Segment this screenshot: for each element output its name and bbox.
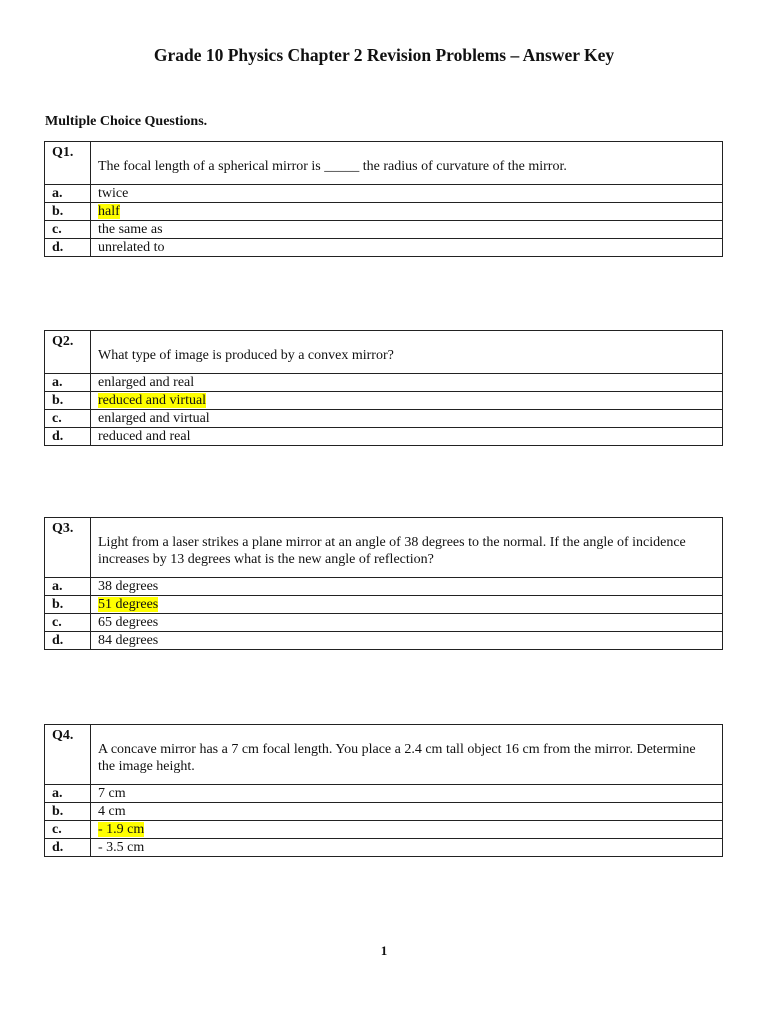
option-letter: c. [45, 221, 91, 239]
option-text-answer: half [98, 204, 120, 219]
option-letter: d. [45, 632, 91, 650]
option-row [45, 221, 723, 239]
option-letter: a. [45, 374, 91, 392]
page-title: Grade 10 Physics Chapter 2 Revision Problems – Answer Key [153, 45, 615, 65]
question-number: Q4. [45, 725, 91, 785]
option-row [45, 410, 723, 428]
option-row [45, 821, 723, 839]
option-letter: b. [45, 203, 91, 221]
option-row [45, 596, 723, 614]
option-letter: a. [45, 185, 91, 203]
option-letter: b. [45, 392, 91, 410]
question-number: Q2. [45, 331, 91, 374]
page-number: 1 [380, 943, 388, 958]
option-row [45, 785, 723, 803]
option-letter: d. [45, 428, 91, 446]
option-text: reduced and real [98, 429, 191, 444]
option-text-answer: 51 degrees [98, 597, 159, 612]
option-letter: c. [45, 410, 91, 428]
option-text: 7 cm [98, 786, 126, 801]
option-text: - 3.5 cm [98, 840, 145, 855]
option-row [45, 578, 723, 596]
option-row [45, 632, 723, 650]
question-table-q2 [44, 330, 723, 446]
option-text: twice [98, 186, 129, 201]
question-text: The focal length of a spherical mirror is _____ the radius of curvature of the mirror. [91, 142, 723, 185]
option-text-answer: - 1.9 cm [98, 822, 145, 837]
option-letter: a. [45, 785, 91, 803]
option-row [45, 839, 723, 857]
question-number: Q1. [45, 142, 91, 185]
section-heading: Multiple Choice Questions. [45, 114, 208, 129]
option-letter: a. [45, 578, 91, 596]
option-letter: c. [45, 821, 91, 839]
question-text: What type of image is produced by a convex mirror? [91, 331, 723, 374]
question-text: Light from a laser strikes a plane mirror at an angle of 38 degrees to the normal. If the angle of incidence increases by 13 degrees what is the new angle of reflection? [91, 518, 723, 578]
option-letter: b. [45, 596, 91, 614]
option-text: enlarged and virtual [98, 411, 210, 426]
option-text: 38 degrees [98, 579, 159, 594]
option-text-answer: reduced and virtual [98, 393, 207, 408]
option-row [45, 392, 723, 410]
option-row [45, 185, 723, 203]
question-table-q3 [44, 517, 723, 650]
option-text: 65 degrees [98, 615, 159, 630]
question-table-q4 [44, 724, 723, 857]
option-row [45, 803, 723, 821]
option-letter: d. [45, 839, 91, 857]
option-text: unrelated to [98, 240, 165, 255]
option-row [45, 428, 723, 446]
option-text: 4 cm [98, 804, 126, 819]
option-text: the same as [98, 222, 163, 237]
option-row [45, 203, 723, 221]
option-row [45, 374, 723, 392]
option-row [45, 614, 723, 632]
option-letter: d. [45, 239, 91, 257]
option-row [45, 239, 723, 257]
option-text: enlarged and real [98, 375, 195, 390]
option-letter: c. [45, 614, 91, 632]
question-table-q1 [44, 141, 723, 257]
option-letter: b. [45, 803, 91, 821]
question-text: A concave mirror has a 7 cm focal length. You place a 2.4 cm tall object 16 cm from the mirror. Determine the image height. [91, 725, 723, 785]
question-number: Q3. [45, 518, 91, 578]
option-text: 84 degrees [98, 633, 159, 648]
